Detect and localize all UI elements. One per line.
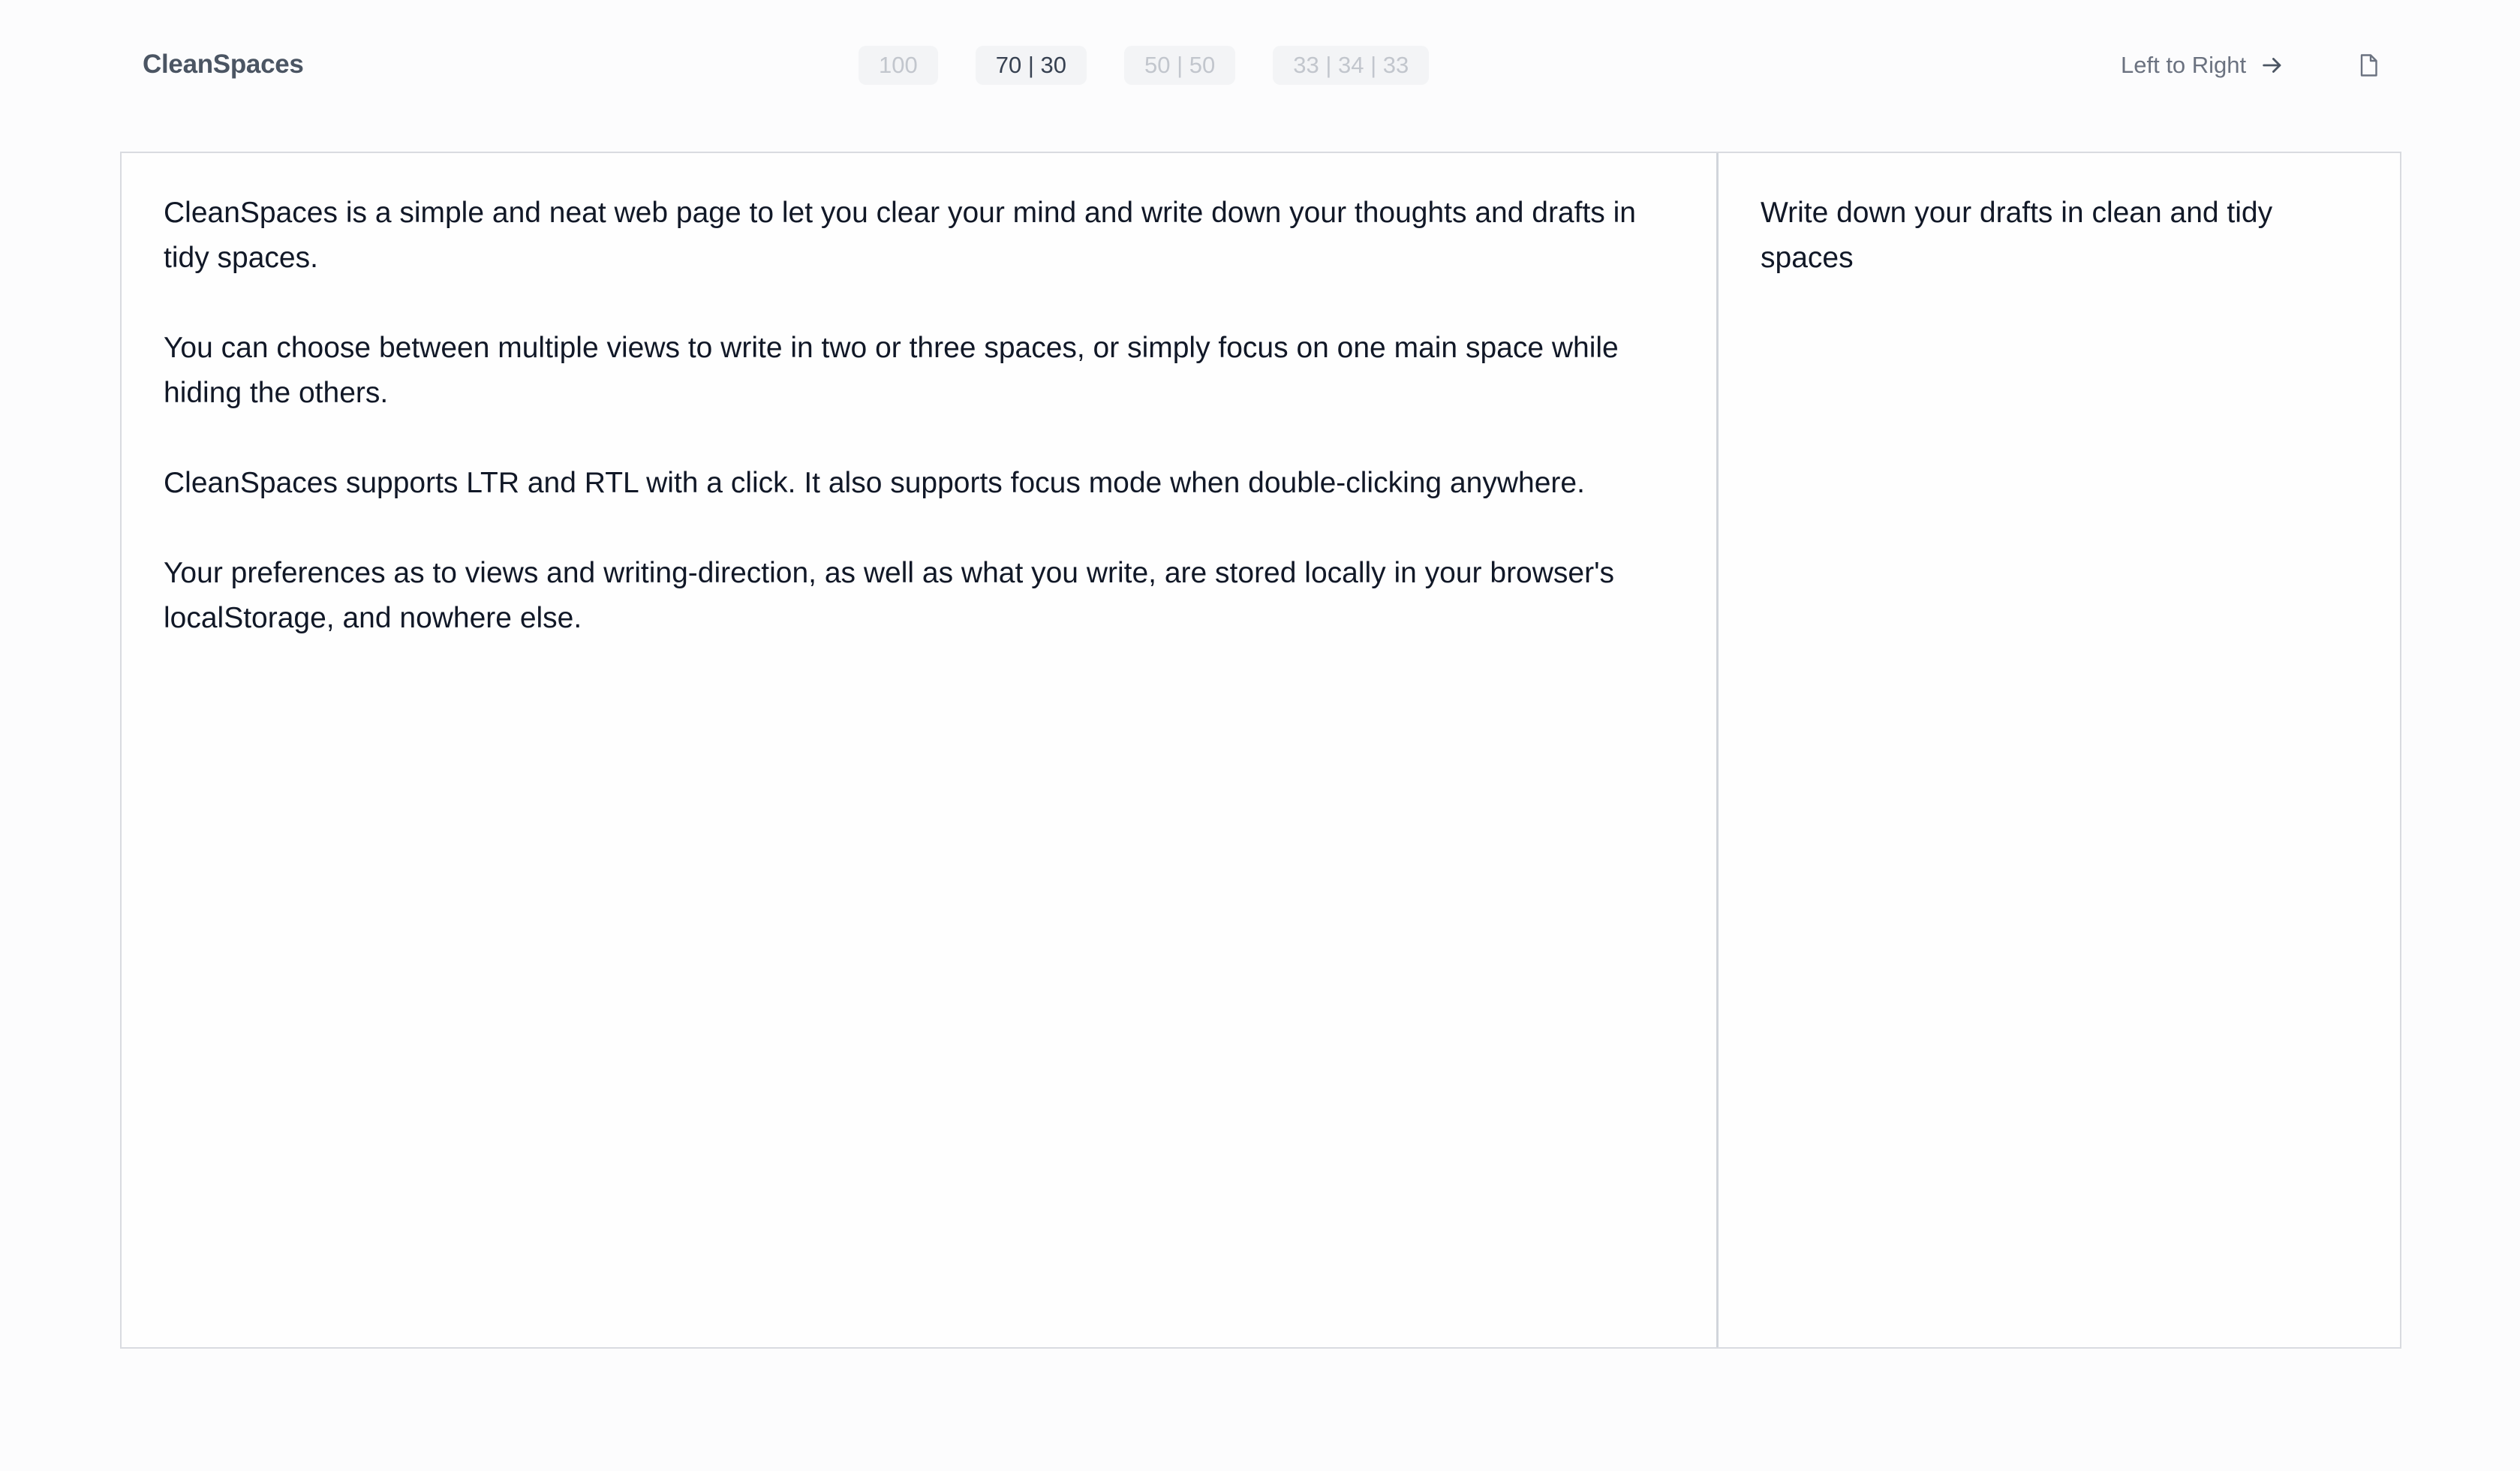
- arrow-right-icon: [2260, 53, 2285, 78]
- view-100-button[interactable]: 100: [859, 46, 938, 85]
- side-writing-space[interactable]: [1719, 153, 2400, 1347]
- view-switcher: [859, 46, 1429, 85]
- main-writing-space[interactable]: [122, 153, 1719, 1347]
- view-33-34-33-button[interactable]: 33 | 34 | 33: [1273, 46, 1429, 85]
- new-document-button[interactable]: [2353, 50, 2383, 81]
- direction-label: Left to Right: [2121, 52, 2247, 78]
- view-70-30-button[interactable]: 70 | 30: [976, 46, 1087, 85]
- main-paragraph: Your preferences as to views and writing-direction, as well as what you write, are stored locally in your browser's localStorage, and nowhere else.: [164, 557, 1615, 634]
- main-paragraph: CleanSpaces supports LTR and RTL with a click. It also supports focus mode when double-clicking anywhere.: [164, 467, 1585, 499]
- writing-spaces: [120, 152, 2401, 1349]
- side-paragraph: Write down your drafts in clean and tidy spaces: [1761, 197, 2273, 274]
- app-logo[interactable]: CleanSpaces: [143, 50, 304, 79]
- main-paragraph: You can choose between multiple views to write in two or three spaces, or simply focus on one main space while hiding the others.: [164, 332, 1619, 409]
- top-bar: [0, 0, 2520, 132]
- document-icon: [2355, 51, 2382, 80]
- direction-toggle-button[interactable]: [2121, 47, 2285, 84]
- main-paragraph: CleanSpaces is a simple and neat web page to let you clear your mind and write down your thoughts and drafts in tidy spaces.: [164, 197, 1636, 274]
- view-50-50-button[interactable]: 50 | 50: [1124, 46, 1235, 85]
